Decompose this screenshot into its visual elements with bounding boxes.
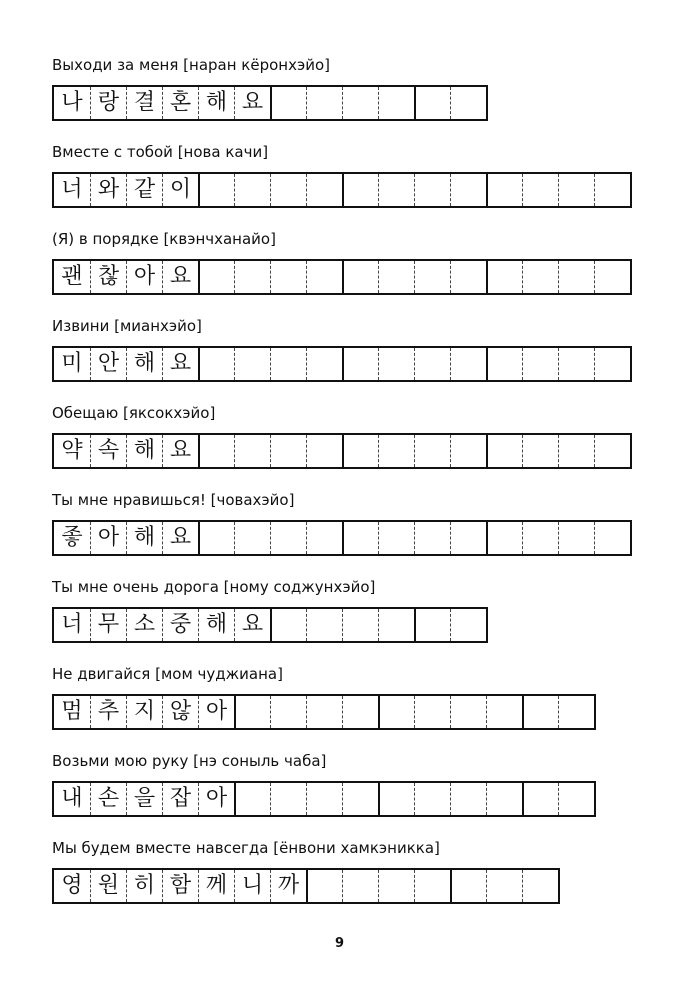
practice-cell[interactable] [270,348,306,380]
hangul-char: 해 [198,87,234,119]
hangul-char: 영 [61,873,83,898]
practice-cell[interactable] [486,696,522,728]
hangul-char: 지 [126,696,162,728]
practice-cell[interactable] [306,261,342,293]
practice-cell[interactable] [270,609,306,641]
phrase-label: Возьми мою руку [нэ соныль чаба] [52,752,327,770]
practice-cell[interactable] [486,783,522,815]
hangul-char: 이 [162,174,198,206]
practice-cell[interactable] [450,783,486,815]
hangul-char: 요 [162,348,198,380]
hangul-char: 혼 [162,87,198,119]
practice-cell[interactable] [558,435,594,467]
practice-cell[interactable] [270,783,306,815]
practice-cell[interactable] [378,348,414,380]
practice-cell[interactable] [306,522,342,554]
practice-cell[interactable] [486,348,522,380]
hangul-char: 요 [162,261,198,293]
hangul-char: 멈 [61,699,83,724]
practice-cell[interactable] [414,174,450,206]
practice-cell[interactable] [306,174,342,206]
writing-grid [52,607,488,643]
hangul-char: 중 [162,609,198,641]
practice-cell[interactable] [522,348,558,380]
hangul-char: 함 [162,870,198,902]
practice-cell[interactable] [594,261,630,293]
phrase-label: (Я) в порядке [квэнчханайо] [52,230,276,248]
practice-cell[interactable] [522,174,558,206]
phrase-label: Не двигайся [мом чуджиана] [52,665,283,683]
hangul-char: 잡 [162,783,198,815]
practice-cell[interactable] [450,696,486,728]
practice-cell[interactable] [414,435,450,467]
practice-cell[interactable] [558,261,594,293]
writing-grid [52,85,488,121]
hangul-char: 결 [126,87,162,119]
hangul-char: 히 [126,870,162,902]
practice-cell[interactable] [450,435,486,467]
phrase-label: Извини [мианхэйо] [52,317,202,335]
practice-cell[interactable] [234,348,270,380]
hangul-char: 찮 [90,261,126,293]
practice-cell[interactable] [342,870,378,902]
writing-grid [52,781,596,817]
practice-cell[interactable] [378,522,414,554]
writing-grid [52,520,632,556]
practice-cell[interactable] [414,609,450,641]
hangul-char: 내 [61,786,83,811]
writing-grid [52,346,632,382]
practice-cell[interactable] [378,435,414,467]
practice-cell[interactable] [342,783,378,815]
practice-cell[interactable] [306,87,342,119]
practice-cell[interactable] [234,435,270,467]
hangul-char: 안 [90,348,126,380]
practice-cell[interactable] [450,348,486,380]
practice-cell[interactable] [234,261,270,293]
hangul-char: 니 [234,870,270,902]
practice-cell[interactable] [270,522,306,554]
hangul-char: 너 [61,612,83,637]
practice-cell[interactable] [450,870,486,902]
practice-cell[interactable] [306,348,342,380]
practice-cell[interactable] [378,261,414,293]
hangul-char: 아 [198,783,234,815]
practice-cell[interactable] [558,174,594,206]
hangul-char: 속 [90,435,126,467]
practice-cell[interactable] [450,522,486,554]
hangul-char: 아 [90,522,126,554]
hangul-char: 해 [126,435,162,467]
practice-cell[interactable] [270,261,306,293]
practice-cell[interactable] [522,435,558,467]
hangul-char: 괜 [61,264,83,289]
practice-cell[interactable] [378,783,414,815]
hangul-char: 않 [162,696,198,728]
practice-cell[interactable] [486,261,522,293]
writing-grid [52,172,632,208]
hangul-char: 랑 [90,87,126,119]
practice-cell[interactable] [558,522,594,554]
practice-cell[interactable] [558,696,594,728]
practice-cell[interactable] [486,870,522,902]
practice-cell[interactable] [342,435,378,467]
writing-grid [52,694,596,730]
practice-cell[interactable] [378,609,414,641]
practice-cell[interactable] [486,174,522,206]
practice-cell[interactable] [486,435,522,467]
practice-cell[interactable] [378,870,414,902]
practice-cell[interactable] [414,261,450,293]
practice-cell[interactable] [414,696,450,728]
practice-cell[interactable] [198,261,234,293]
hangul-char: 약 [61,438,83,463]
practice-cell[interactable] [522,783,558,815]
practice-cell[interactable] [450,174,486,206]
hangul-char: 까 [270,870,306,902]
phrase-label: Ты мне нравишься! [човахэйо] [52,491,295,509]
practice-cell[interactable] [270,435,306,467]
practice-cell[interactable] [234,696,270,728]
practice-cell[interactable] [414,87,450,119]
writing-grid [52,433,632,469]
phrase-label: Мы будем вместе навсегда [ёнвони хамкэникка] [52,839,440,857]
practice-cell[interactable] [234,522,270,554]
practice-cell[interactable] [306,435,342,467]
practice-cell[interactable] [270,696,306,728]
practice-cell[interactable] [342,348,378,380]
hangul-char: 요 [234,87,270,119]
practice-cell[interactable] [594,174,630,206]
hangul-char: 께 [198,870,234,902]
practice-cell[interactable] [378,87,414,119]
practice-cell[interactable] [306,696,342,728]
practice-cell[interactable] [234,174,270,206]
practice-cell[interactable] [342,87,378,119]
practice-cell[interactable] [342,522,378,554]
practice-cell[interactable] [378,696,414,728]
hangul-char: 소 [126,609,162,641]
phrase-label: Выходи за меня [наран кёронхэйо] [52,56,330,74]
practice-cell[interactable] [198,348,234,380]
phrase-label: Обещаю [яксокхэйо] [52,404,216,422]
practice-cell[interactable] [450,87,486,119]
hangul-char: 요 [234,609,270,641]
hangul-char: 너 [61,177,83,202]
hangul-char: 요 [162,522,198,554]
practice-cell[interactable] [414,783,450,815]
hangul-char: 추 [90,696,126,728]
hangul-char: 요 [162,435,198,467]
practice-cell[interactable] [342,174,378,206]
practice-cell[interactable] [198,435,234,467]
hangul-char: 아 [126,261,162,293]
practice-cell[interactable] [522,696,558,728]
practice-cell[interactable] [378,174,414,206]
writing-grid [52,259,632,295]
hangul-char: 좋 [61,525,83,550]
practice-cell[interactable] [342,609,378,641]
phrase-label: Вместе с тобой [нова качи] [52,143,269,161]
practice-cell[interactable] [234,783,270,815]
practice-cell[interactable] [270,87,306,119]
practice-cell[interactable] [270,174,306,206]
hangul-char: 원 [90,870,126,902]
practice-cell[interactable] [594,348,630,380]
practice-cell[interactable] [594,435,630,467]
hangul-char: 미 [61,351,83,376]
practice-cell[interactable] [342,696,378,728]
practice-cell[interactable] [558,348,594,380]
hangul-char: 해 [126,348,162,380]
practice-cell[interactable] [414,522,450,554]
hangul-char: 해 [126,522,162,554]
hangul-char: 해 [198,609,234,641]
hangul-char: 무 [90,609,126,641]
hangul-char: 아 [198,696,234,728]
hangul-char: 나 [61,90,83,115]
practice-cell[interactable] [306,783,342,815]
practice-cell[interactable] [486,522,522,554]
writing-grid [52,868,560,904]
practice-cell[interactable] [522,870,558,902]
hangul-char: 손 [90,783,126,815]
phrase-label: Ты мне очень дорога [ному соджунхэйо] [52,578,376,596]
hangul-char: 와 [90,174,126,206]
practice-cell[interactable] [450,609,486,641]
practice-cell[interactable] [342,261,378,293]
page-number: 9 [334,936,345,951]
hangul-char: 을 [126,783,162,815]
practice-cell[interactable] [198,174,234,206]
practice-cell[interactable] [522,522,558,554]
practice-cell[interactable] [414,348,450,380]
practice-cell[interactable] [450,261,486,293]
practice-cell[interactable] [414,870,450,902]
practice-cell[interactable] [558,783,594,815]
practice-cell[interactable] [594,522,630,554]
practice-cell[interactable] [306,870,342,902]
practice-cell[interactable] [198,522,234,554]
hangul-char: 같 [126,174,162,206]
practice-cell[interactable] [306,609,342,641]
practice-cell[interactable] [522,261,558,293]
